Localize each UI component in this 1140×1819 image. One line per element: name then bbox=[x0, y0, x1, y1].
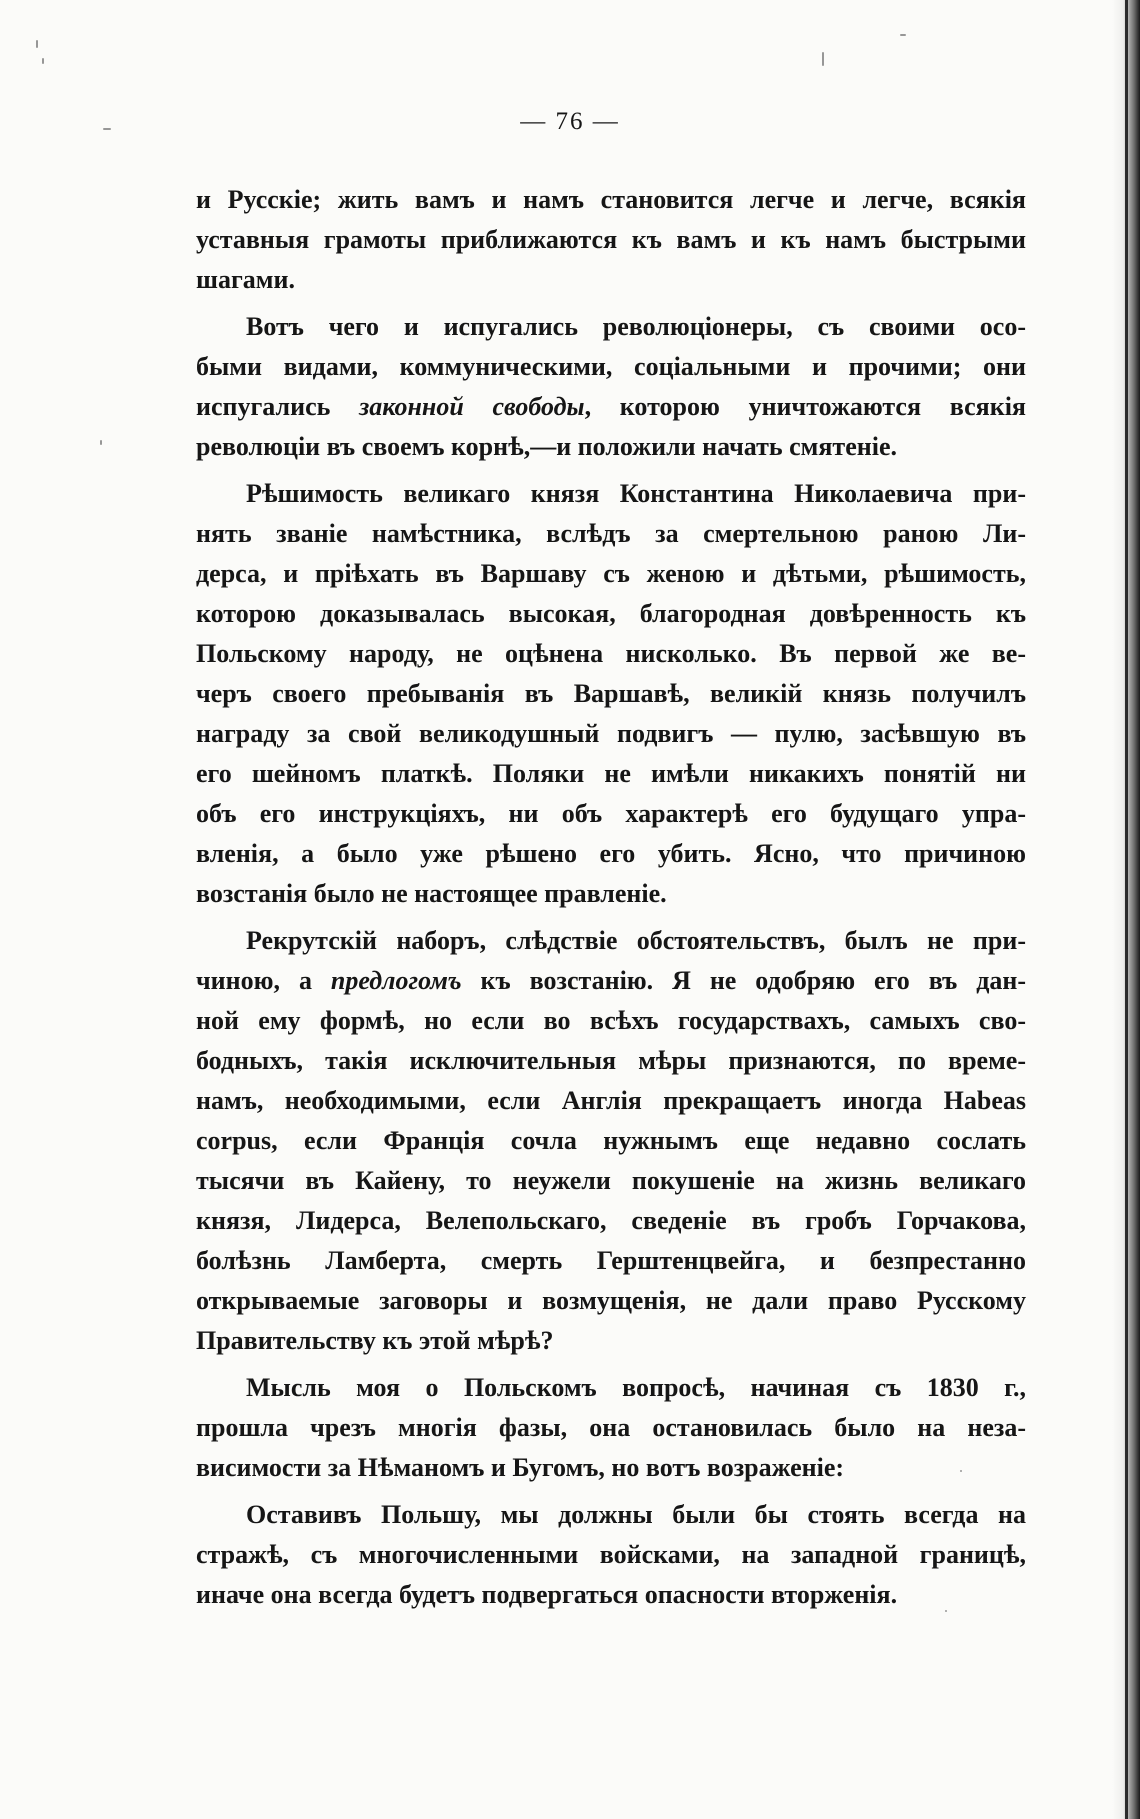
text-line: Польскому народу, не оцѣнена нисколько. Въ первой же ве- bbox=[196, 639, 1026, 668]
scan-speck bbox=[900, 34, 906, 36]
paragraph bbox=[196, 474, 1026, 914]
paragraph bbox=[196, 921, 1026, 1361]
text-line: быми видами, коммуническими, соціальными и прочими; они bbox=[196, 352, 1026, 381]
scan-speck bbox=[36, 40, 38, 48]
text-line: и Русскіе; жить вамъ и намъ становится легче и легче, всякія bbox=[196, 185, 1026, 214]
body-text bbox=[196, 180, 1026, 1622]
italic-phrase: законной свободы bbox=[359, 392, 585, 421]
text-line: иначе она всегда будетъ подвергаться опасности вторженія. bbox=[196, 1580, 898, 1609]
text-line: Рекрутскій наборъ, слѣдствіе обстоятельствъ, былъ не при- bbox=[246, 926, 1026, 955]
binding-edge-line bbox=[1125, 0, 1128, 1819]
italic-phrase: предлогомъ bbox=[330, 966, 462, 995]
text-line: испугались законной свободы, которою уничтожаются всякія bbox=[196, 392, 1027, 421]
text-line: corpus, если Франція сочла нужнымъ еще недавно сослать bbox=[196, 1126, 1026, 1155]
text-line: его шейномъ платкѣ. Поляки не имѣли никакихъ понятій ни bbox=[196, 759, 1026, 788]
text-line: шагами. bbox=[196, 265, 295, 294]
text-line: ной ему формѣ, но если во всѣхъ государствахъ, самыхъ сво- bbox=[196, 1006, 1026, 1035]
text-line: награду за свой великодушный подвигъ — пулю, засѣвшую въ bbox=[196, 719, 1026, 748]
text-line: болѣзнь Ламберта, смерть Герштенцвейга, и безпрестанно bbox=[196, 1246, 1026, 1275]
scan-speck bbox=[100, 440, 102, 445]
text-line: уставныя грамоты приближаются къ вамъ и къ намъ быстрыми bbox=[196, 225, 1026, 254]
text-line: стражѣ, съ многочисленными войсками, на западной границѣ, bbox=[196, 1540, 1026, 1569]
paragraph bbox=[196, 180, 1026, 300]
paragraph bbox=[196, 307, 1026, 467]
text-line: висимости за Нѣманомъ и Бугомъ, но вотъ возраженіе: bbox=[196, 1453, 845, 1482]
text-line: нять званіе намѣстника, вслѣдъ за смертельною раною Ли- bbox=[196, 519, 1026, 548]
text-line: которою доказывалась высокая, благородная довѣренность къ bbox=[196, 599, 1026, 628]
text-line: Вотъ чего и испугались революціонеры, съ своими осо- bbox=[246, 312, 1026, 341]
text-line: объ его инструкціяхъ, ни объ характерѣ его будущаго упра- bbox=[196, 799, 1026, 828]
text-line: бодныхъ, такія исключительныя мѣры признаются, по време- bbox=[196, 1046, 1026, 1075]
paragraph bbox=[196, 1495, 1026, 1615]
text-line: намъ, необходимыми, если Англія прекращаетъ иногда Habeas bbox=[196, 1086, 1026, 1115]
text-line: Правительству къ этой мѣрѣ? bbox=[196, 1326, 554, 1355]
paragraph bbox=[196, 1368, 1026, 1488]
text-line: чиною, а предлогомъ къ возстанію. Я не одобряю его въ дан- bbox=[196, 966, 1026, 995]
text-line: Мысль моя о Польскомъ вопросѣ, начиная съ 1830 г., bbox=[246, 1373, 1026, 1402]
text-line: Рѣшимость великаго князя Константина Николаевича при- bbox=[246, 479, 1026, 508]
text-line: возстанія было не настоящее правленіе. bbox=[196, 879, 667, 908]
text-line: вленія, а было уже рѣшено его убить. Ясно, что причиною bbox=[196, 839, 1026, 868]
text-line: Оставивъ Польшу, мы должны были бы стоять всегда на bbox=[246, 1500, 1026, 1529]
page-number: — 76 — bbox=[520, 108, 620, 135]
text-line: прошла чрезъ многія фазы, она остановилась было на неза- bbox=[196, 1413, 1026, 1442]
scan-speck bbox=[822, 52, 824, 66]
text-line: открываемые заговоры и возмущенія, не дали право Русскому bbox=[196, 1286, 1026, 1315]
text-line: революціи въ своемъ корнѣ,—и положили начать смятеніе. bbox=[196, 432, 897, 461]
text-line: тысячи въ Кайену, то неужели покушеніе на жизнь великаго bbox=[196, 1166, 1026, 1195]
scan-speck bbox=[42, 58, 44, 64]
text-line: князя, Лидерса, Велепольскаго, сведеніе въ гробъ Горчакова, bbox=[196, 1206, 1026, 1235]
text-line: черъ своего пребыванія въ Варшавѣ, великій князь получилъ bbox=[196, 679, 1026, 708]
text-line: дерса, и пріѣхать въ Варшаву съ женою и дѣтьми, рѣшимость, bbox=[196, 559, 1026, 588]
